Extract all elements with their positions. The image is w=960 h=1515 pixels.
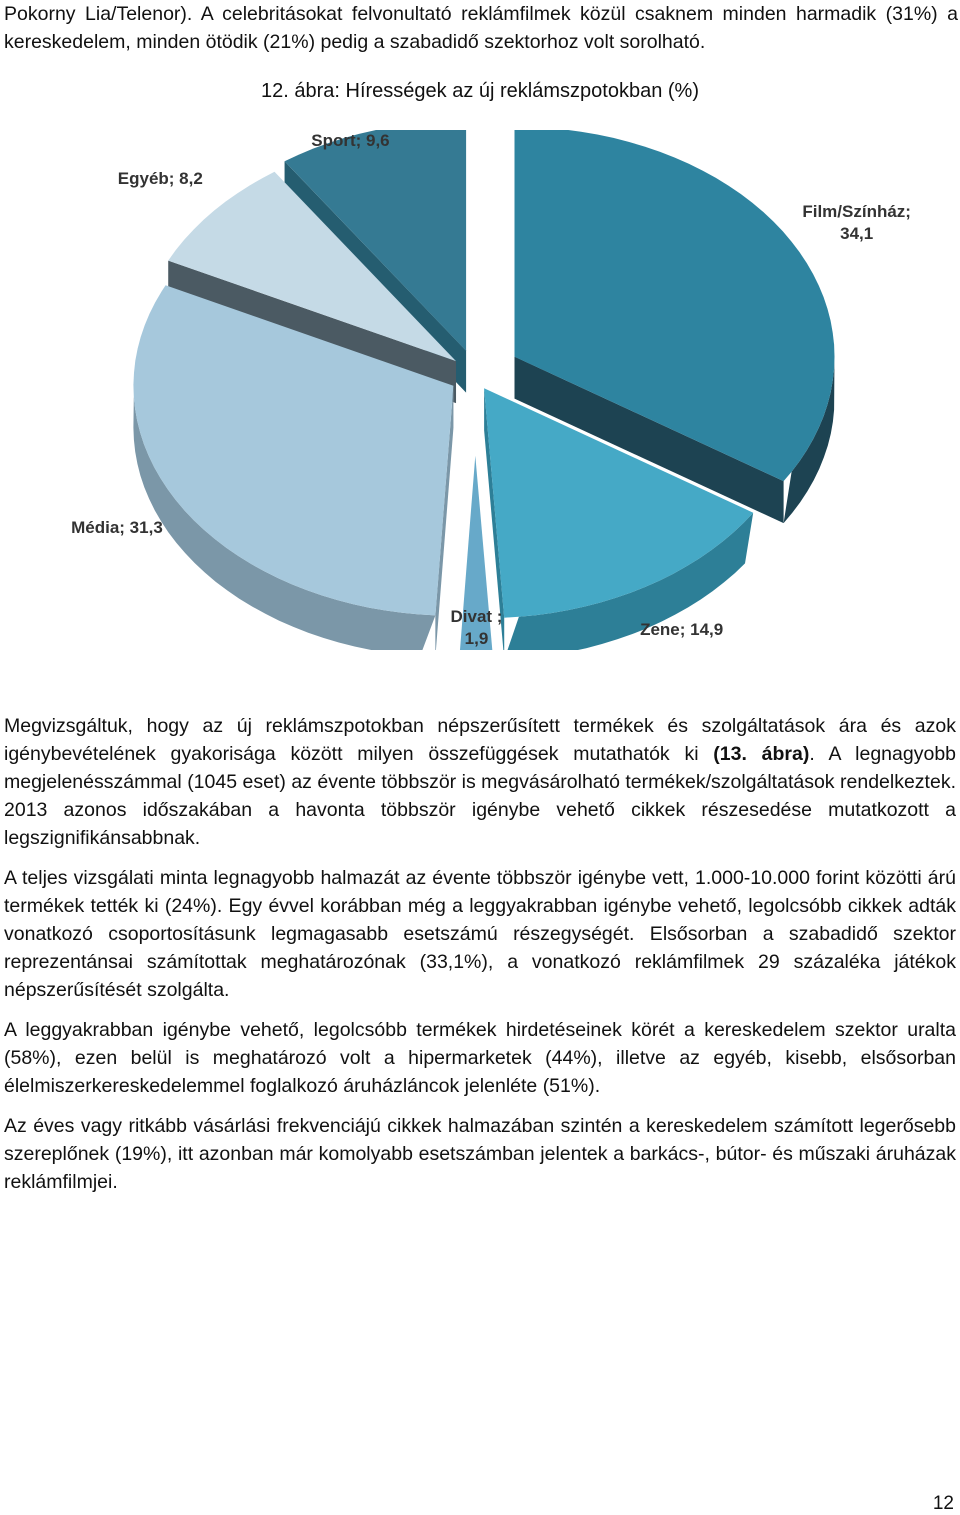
paragraph-1-rest: . A legnagyobb megjelenésszámmal (1045 eset) az évente többször is megvásárolható termékek/szolgáltatások rendelkeztek. 2013 azonos időszakában a havonta többször igénybe vehető cikkek részesedése mutatkozott a legszignifikánsabbnak.: [4, 743, 957, 849]
pie-chart: [0, 130, 960, 650]
pie-label-sport: Sport; 9,6: [311, 131, 390, 150]
paragraph-2: A teljes vizsgálati minta legnagyobb halmazát az évente többször igénybe vett, 1.000-10.000 forint közötti árú termékek tették ki (24%). Egy évvel korábban még a leggyakrabban igénybe vehető, legolcsóbb cikkek adták vonatkozó csoportosításunk legmagasabb esetszámú részegységét. Elsősorban a szabadidő szektor reprezentánsai számítottak meghatározónak (33,1%), a vonatkozó reklámfilmek 29 százaléka játékok népszerűsítését szolgálta.: [4, 867, 956, 1001]
paragraph-1: [4, 712, 956, 852]
pie-label-media: Média; 31,3: [71, 517, 163, 537]
pie-label-film-szinhaz: Film/Színház; 34,1: [802, 201, 911, 243]
figure-reference: (13. ábra): [713, 743, 810, 765]
figure-title: 12. ábra: Hírességek az új reklámszpotokban (%): [261, 80, 699, 102]
pie-label-zene: Zene; 14,9: [640, 619, 724, 639]
body-text: [4, 712, 956, 1208]
page-number: 12: [932, 1493, 954, 1514]
pie-label-egyeb: Egyéb; 8,2: [117, 168, 203, 188]
paragraph-3: A leggyakrabban igénybe vehető, legolcsóbb termékek hirdetéseinek körét a kereskedelem szektor uralta (58%), ezen belül is meghatározó volt a hipermarketek (44%), illetve az egyéb, kisebb, elsősorban élelmiszerkereskedelemmel foglalkozó áruházláncok jelenléte (51%).: [4, 1019, 956, 1097]
pie-label-divat: Divat ; 1,9: [450, 607, 503, 648]
paragraph-1-text: Megvizsgáltuk, hogy az új reklámszpotokban népszerűsített termékek és szolgáltatások ára és azok igénybevételének gyakorisága között milyen összefüggések mutathatók ki: [4, 715, 956, 765]
paragraph-4: Az éves vagy ritkább vásárlási frekvenciájú cikkek halmazában szintén a kereskedelem számított legerősebb szereplőnek (19%), itt azonban már komolyabb esetszámban jelentek a barkács-, bútor- és műszaki áruházak reklámfilmjei.: [4, 1115, 956, 1193]
intro-paragraph: Pokorny Lia/Telenor). A celebritásokat felvonultató reklámfilmek közül csaknem minden harmadik (31%) a kereskedelem, minden ötödik (21%) pedig a szabadidő szektorhoz volt sorolható.: [4, 3, 958, 53]
